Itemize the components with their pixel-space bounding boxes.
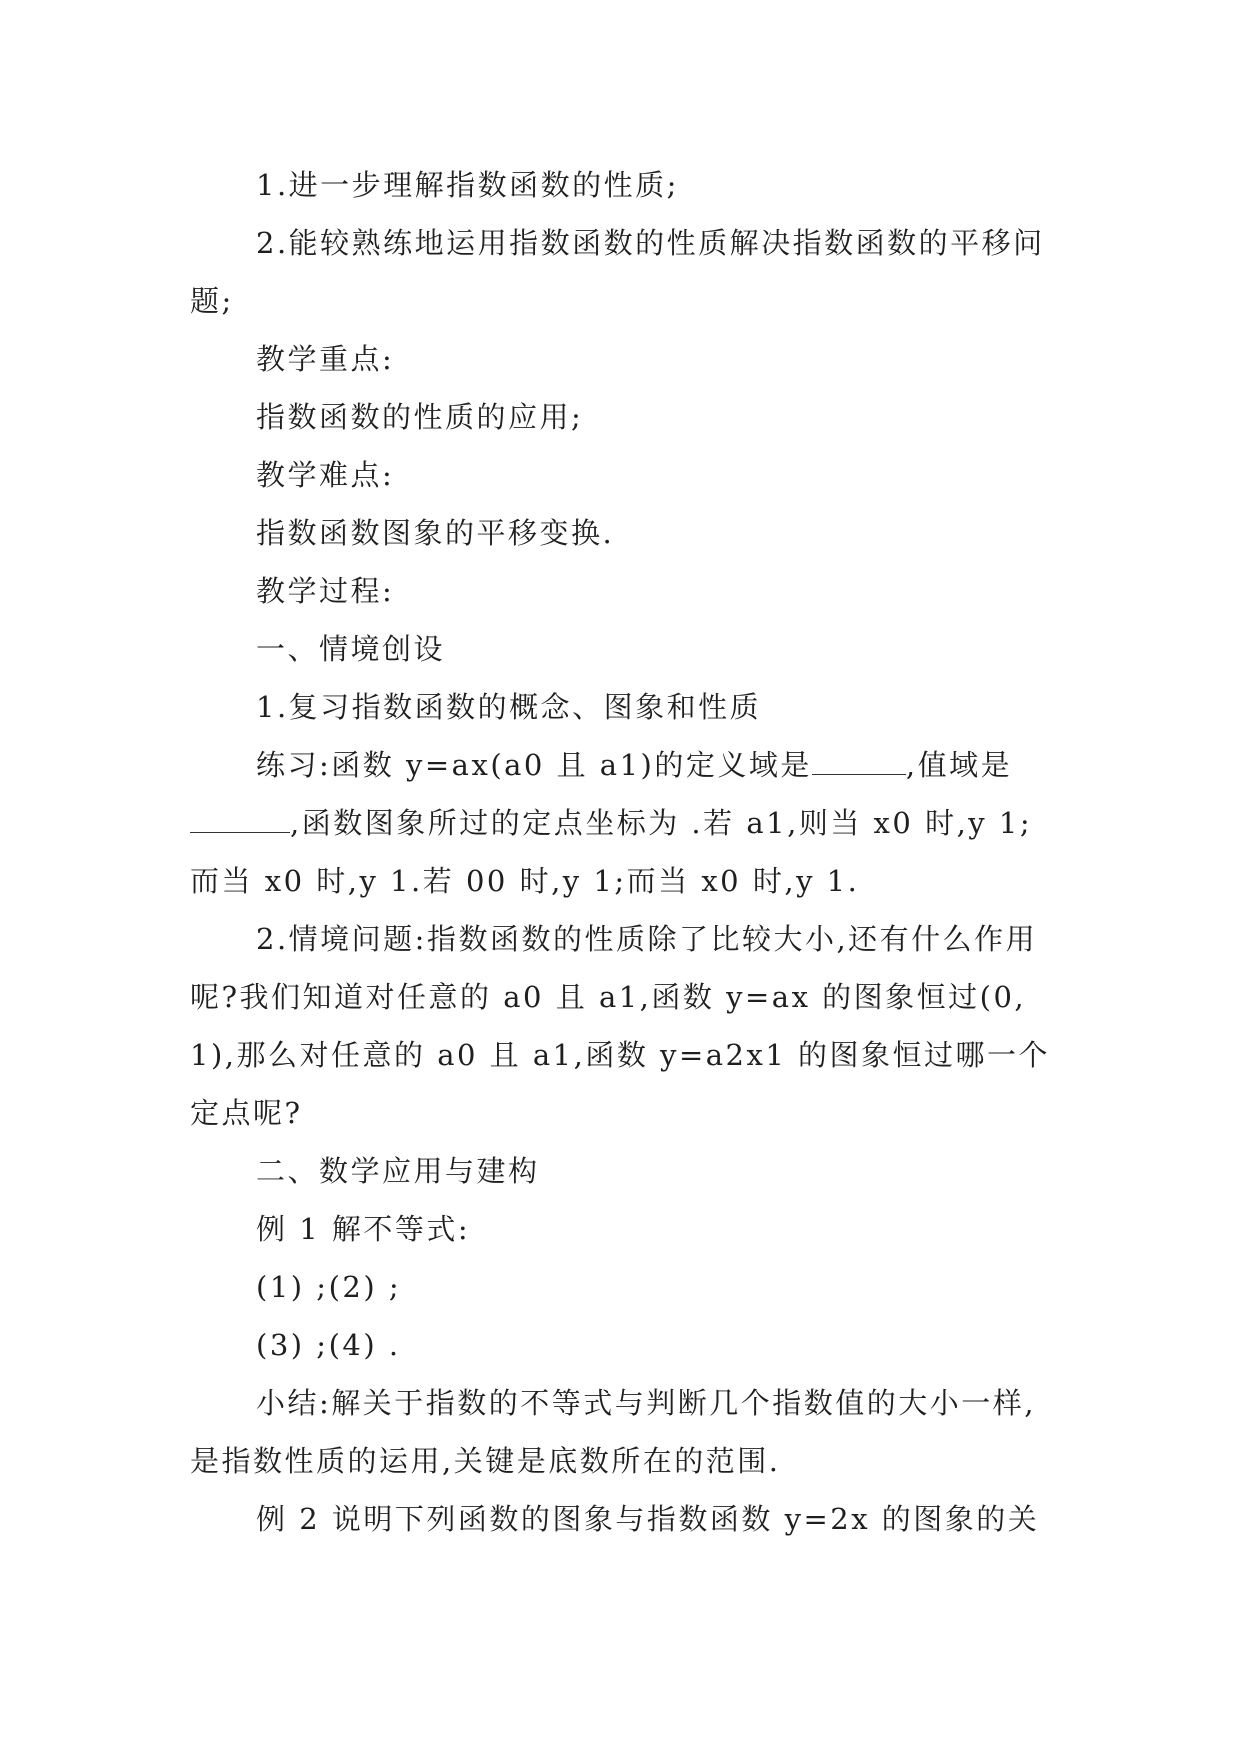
situation-question: 2.情境问题:指数函数的性质除了比较大小,还有什么作用呢?我们知道对任意的 a0 且 a1,函数 y=ax 的图象恒过(0,1),那么对任意的 a0 且 a1,函数 y=a2x1 的图象恒过哪一个定点呢?	[190, 922, 1051, 1130]
blank-range	[190, 808, 290, 833]
exercise-paragraph	[190, 736, 1055, 910]
example-1-title: 例 1 解不等式:	[256, 1212, 471, 1246]
blank-domain	[812, 750, 906, 775]
key-points-label: 教学重点:	[256, 342, 395, 376]
process-label: 教学过程:	[256, 574, 395, 608]
section-1-heading: 一、情境创设	[256, 632, 446, 666]
example-1-items-row-1: (1) ;(2) ;	[256, 1270, 402, 1304]
difficulty-label: 教学难点:	[256, 458, 395, 492]
document-body	[190, 156, 1055, 1548]
review-line: 1.复习指数函数的概念、图象和性质	[256, 690, 762, 724]
exercise-part-c: ,函数图象所过的定点坐标为 .若 a1,则当 x0 时,y 1;而当 x0 时,y 1.若 00 时,y 1;而当 x0 时,y 1.	[190, 806, 1033, 898]
exercise-part-a: 练习:函数 y=ax(a0 且 a1)的定义域是	[256, 748, 812, 782]
summary-paragraph: 小结:解关于指数的不等式与判断几个指数值的大小一样,是指数性质的运用,关键是底数所在的范围.	[190, 1386, 1036, 1478]
exercise-part-b: ,值域是	[905, 748, 1013, 782]
section-2-heading: 二、数学应用与建构	[256, 1154, 540, 1188]
objective-1: 1.进一步理解指数函数的性质;	[256, 168, 679, 202]
objective-2: 2.能较熟练地运用指数函数的性质解决指数函数的平移问题;	[190, 226, 1045, 318]
key-points-text: 指数函数的性质的应用;	[256, 400, 584, 434]
example-1-items-row-2: (3) ;(4) .	[256, 1328, 401, 1362]
example-2-paragraph: 例 2 说明下列函数的图象与指数函数 y=2x 的图象的关	[256, 1502, 1040, 1536]
difficulty-text: 指数函数图象的平移变换.	[256, 516, 615, 550]
